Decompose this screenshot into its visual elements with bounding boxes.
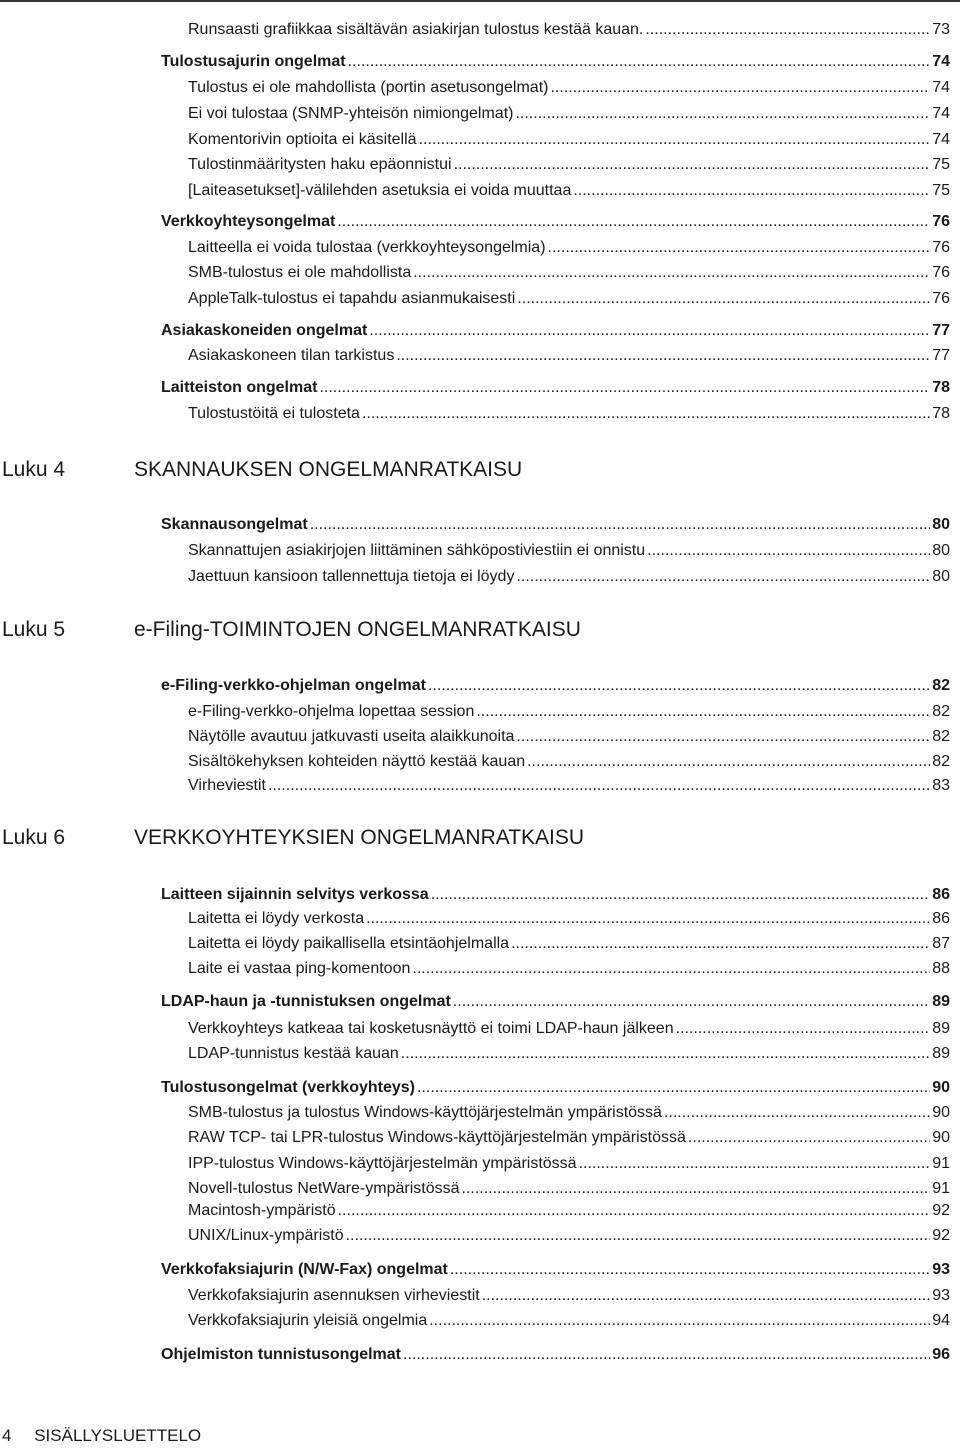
toc-page-number: 76 [932,213,950,230]
toc-entry-title: [Laiteasetukset]-välilehden asetuksia ei voida muuttaa [188,182,572,199]
toc-section-entry[interactable] [161,1260,950,1280]
toc-page-number: 94 [932,1312,950,1329]
toc-entry-title: Sisältökehyksen kohteiden näyttö kestää kauan [188,753,526,770]
toc-leader-dots [676,1019,931,1039]
toc-leader-dots [429,1311,930,1331]
toc-section-entry[interactable] [161,212,950,232]
chapter-heading [0,455,960,485]
toc-page-number: 90 [932,1079,950,1096]
toc-entry-title: Novell-tulostus NetWare-ympäristössä [188,1180,460,1197]
chapter-title: SKANNAUKSEN ONGELMANRATKAISU [134,458,523,481]
toc-entry-title: Tulostustöitä ei tulosteta [188,405,360,422]
toc-entry-title: Verkkofaksiajurin yleisiä ongelmia [188,1312,428,1329]
toc-leader-dots [337,212,930,232]
toc-entry-title: Tulostusongelmat (verkkoyhteys) [161,1079,415,1096]
toc-subsection-entry[interactable] [188,1226,950,1246]
toc-subsection-entry[interactable] [188,1179,950,1199]
toc-leader-dots [419,130,931,150]
toc-subsection-entry[interactable] [188,567,950,587]
toc-leader-dots [338,1201,931,1221]
toc-page-number: 93 [932,1261,950,1278]
toc-leader-dots [573,181,930,201]
toc-entry-title: Skannausongelmat [161,516,308,533]
toc-section-entry[interactable] [161,321,950,341]
toc-page-number: 77 [932,322,950,339]
toc-subsection-entry[interactable] [188,752,950,772]
toc-entry-title: SMB-tulostus ja tulostus Windows-käyttöjärjestelmän ympäristössä [188,1104,662,1121]
toc-entry-title: Laite ei vastaa ping-komentoon [188,960,411,977]
toc-leader-dots [369,321,930,341]
chapter-heading [0,615,960,645]
toc-leader-dots [647,541,930,561]
toc-page-number: 74 [932,53,950,70]
toc-leader-dots [511,934,930,954]
toc-entry-title: RAW TCP- tai LPR-tulostus Windows-käyttöjärjestelmän ympäristössä [188,1129,686,1146]
toc-entry-title: Skannattujen asiakirjojen liittäminen sähköpostiviestiin ei onnistu [188,542,646,559]
toc-subsection-entry[interactable] [188,1154,950,1174]
toc-entry-title: Laitetta ei löydy paikallisella etsintäohjelmalla [188,935,510,952]
toc-leader-dots [645,20,930,40]
toc-entry-title: e-Filing-verkko-ohjelma lopettaa session [188,703,475,720]
toc-entry-title: Virheviestit [188,777,266,794]
toc-page-number: 78 [932,379,950,396]
toc-leader-dots [482,1286,931,1306]
toc-leader-dots [454,155,931,175]
toc-leader-dots [516,567,930,587]
toc-leader-dots [453,992,930,1012]
toc-page-number: 89 [932,993,950,1010]
toc-leader-dots [310,515,931,535]
toc-page-number: 74 [932,131,950,148]
toc-leader-dots [401,1044,930,1064]
page-footer [2,1424,201,1448]
toc-page-number: 90 [932,1129,950,1146]
toc-leader-dots [476,702,930,722]
toc-page-number: 90 [932,1104,950,1121]
toc-page-number: 89 [932,1045,950,1062]
toc-leader-dots [268,776,930,796]
toc-leader-dots [548,238,931,258]
toc-subsection-entry[interactable] [188,541,950,561]
toc-entry-title: Runsaasti grafiikkaa sisältävän asiakirjan tulostus kestää kauan. [188,21,644,38]
toc-page-number: 88 [932,960,950,977]
toc-subsection-entry[interactable] [188,1286,950,1306]
toc-subsection-entry[interactable] [188,263,950,283]
toc-page-number: 80 [932,542,950,559]
toc-leader-dots [461,1179,930,1199]
toc-leader-dots [362,404,930,424]
toc-entry-title: Ohjelmiston tunnistusongelmat [161,1346,402,1363]
toc-subsection-entry[interactable] [188,20,950,40]
toc-leader-dots [550,78,930,98]
toc-entry-title: Tulostus ei ole mahdollista (portin asetusongelmat) [188,79,549,96]
toc-subsection-entry[interactable] [188,130,950,150]
toc-page-number: 73 [932,21,950,38]
toc-entry-title: UNIX/Linux-ympäristö [188,1227,344,1244]
toc-page-number: 92 [932,1227,950,1244]
toc-page-number: 87 [932,935,950,952]
toc-entry-title: IPP-tulostus Windows-käyttöjärjestelmän ympäristössä [188,1155,577,1172]
toc-page-number: 92 [932,1202,950,1219]
toc-leader-dots [319,378,930,398]
toc-page-number: 96 [932,1346,950,1363]
toc-leader-dots [516,727,930,747]
toc-subsection-entry[interactable] [188,909,950,929]
toc-subsection-entry[interactable] [188,1128,950,1148]
chapter-number: Luku 5 [2,618,66,641]
toc-section-entry[interactable] [161,885,950,905]
toc-entry-title: Tulostinmääritysten haku epäonnistui [188,156,452,173]
toc-subsection-entry[interactable] [188,404,950,424]
toc-subsection-entry[interactable] [188,1019,950,1039]
toc-leader-dots [431,885,931,905]
toc-subsection-entry[interactable] [188,934,950,954]
toc-section-entry[interactable] [161,1345,950,1365]
toc-subsection-entry[interactable] [188,238,950,258]
toc-page-number: 74 [932,79,950,96]
toc-page-number: 74 [932,105,950,122]
toc-entry-title: Verkkoyhteysongelmat [161,213,336,230]
toc-page-number: 82 [932,753,950,770]
toc-leader-dots [412,959,930,979]
toc-section-entry[interactable] [161,515,950,535]
toc-page-number: 91 [932,1155,950,1172]
toc-entry-title: LDAP-tunnistus kestää kauan [188,1045,399,1062]
toc-leader-dots [403,1345,930,1365]
toc-subsection-entry[interactable] [188,1044,950,1064]
toc-entry-title: LDAP-haun ja -tunnistuksen ongelmat [161,993,451,1010]
toc-entry-title: Laitteen sijainnin selvitys verkossa [161,886,429,903]
toc-leader-dots [688,1128,930,1148]
toc-section-entry[interactable] [161,1078,950,1098]
toc-subsection-entry[interactable] [188,727,950,747]
top-rule [0,0,960,2]
footer-section-title: SISÄLLYSLUETTELO [34,1426,202,1445]
chapter-number: Luku 4 [2,458,66,481]
toc-subsection-entry[interactable] [188,289,950,309]
toc-subsection-entry[interactable] [188,155,950,175]
toc-leader-dots [579,1154,931,1174]
toc-subsection-entry[interactable] [188,104,950,124]
toc-entry-title: Laitetta ei löydy verkosta [188,910,365,927]
toc-leader-dots [664,1103,930,1123]
toc-subsection-entry[interactable] [188,702,950,722]
toc-page-number: 86 [932,910,950,927]
toc-entry-title: Asiakaskoneiden ongelmat [161,322,368,339]
toc-leader-dots [428,676,930,696]
chapter-title: e-Filing-TOIMINTOJEN ONGELMANRATKAISU [134,618,581,641]
toc-page-number: 86 [932,886,950,903]
toc-entry-title: e-Filing-verkko-ohjelman ongelmat [161,677,426,694]
toc-entry-title: Asiakaskoneen tilan tarkistus [188,347,395,364]
toc-entry-title: SMB-tulostus ei ole mahdollista [188,264,412,281]
chapter-title: VERKKOYHTEYKSIEN ONGELMANRATKAISU [134,826,585,849]
toc-leader-dots [396,346,930,366]
toc-leader-dots [348,52,931,72]
toc-page-number: 93 [932,1287,950,1304]
toc-subsection-entry[interactable] [188,959,950,979]
toc-page-number: 80 [932,568,950,585]
footer-page-number: 4 [2,1426,12,1445]
toc-entry-title: Ei voi tulostaa (SNMP-yhteisön nimiongelmat) [188,105,514,122]
chapter-heading [0,823,960,853]
toc-subsection-entry[interactable] [188,78,950,98]
toc-subsection-entry[interactable] [188,776,950,796]
toc-section-entry[interactable] [161,676,950,696]
toc-entry-title: Macintosh-ympäristö [188,1202,336,1219]
toc-page-number: 80 [932,516,950,533]
toc-page-number: 76 [932,290,950,307]
toc-subsection-entry[interactable] [188,1103,950,1123]
toc-subsection-entry[interactable] [188,1201,950,1221]
toc-leader-dots [517,289,930,309]
toc-leader-dots [413,263,930,283]
toc-page-number: 78 [932,405,950,422]
toc-page-number: 76 [932,264,950,281]
toc-entry-title: Komentorivin optioita ei käsitellä [188,131,417,148]
toc-leader-dots [346,1226,931,1246]
toc-page-number: 83 [932,777,950,794]
toc-leader-dots [450,1260,930,1280]
toc-page-number: 89 [932,1020,950,1037]
toc-page-number: 75 [932,156,950,173]
toc-section-entry[interactable] [161,378,950,398]
chapter-number: Luku 6 [2,826,66,849]
toc-entry-title: Laitteella ei voida tulostaa (verkkoyhteysongelmia) [188,239,546,256]
toc-page-number: 77 [932,347,950,364]
toc-leader-dots [527,752,930,772]
toc-section-entry[interactable] [161,992,950,1012]
toc-section-entry[interactable] [161,52,950,72]
toc-subsection-entry[interactable] [188,346,950,366]
toc-entry-title: Tulostusajurin ongelmat [161,53,346,70]
toc-subsection-entry[interactable] [188,181,950,201]
toc-entry-title: Laitteiston ongelmat [161,379,318,396]
toc-entry-title: AppleTalk-tulostus ei tapahdu asianmukaisesti [188,290,516,307]
toc-page-number: 91 [932,1180,950,1197]
toc-leader-dots [366,909,930,929]
toc-entry-title: Verkkoyhteys katkeaa tai kosketusnäyttö ei toimi LDAP-haun jälkeen [188,1020,674,1037]
toc-entry-title: Näytölle avautuu jatkuvasti useita alaikkunoita [188,728,515,745]
toc-page-number: 82 [932,728,950,745]
toc-leader-dots [417,1078,930,1098]
toc-page-number: 75 [932,182,950,199]
toc-leader-dots [515,104,930,124]
toc-page-number: 82 [932,677,950,694]
toc-page-number: 82 [932,703,950,720]
toc-entry-title: Verkkofaksiajurin (N/W-Fax) ongelmat [161,1261,448,1278]
toc-page-number: 76 [932,239,950,256]
toc-entry-title: Jaettuun kansioon tallennettuja tietoja ei löydy [188,568,515,585]
toc-subsection-entry[interactable] [188,1311,950,1331]
toc-entry-title: Verkkofaksiajurin asennuksen virheviestit [188,1287,480,1304]
